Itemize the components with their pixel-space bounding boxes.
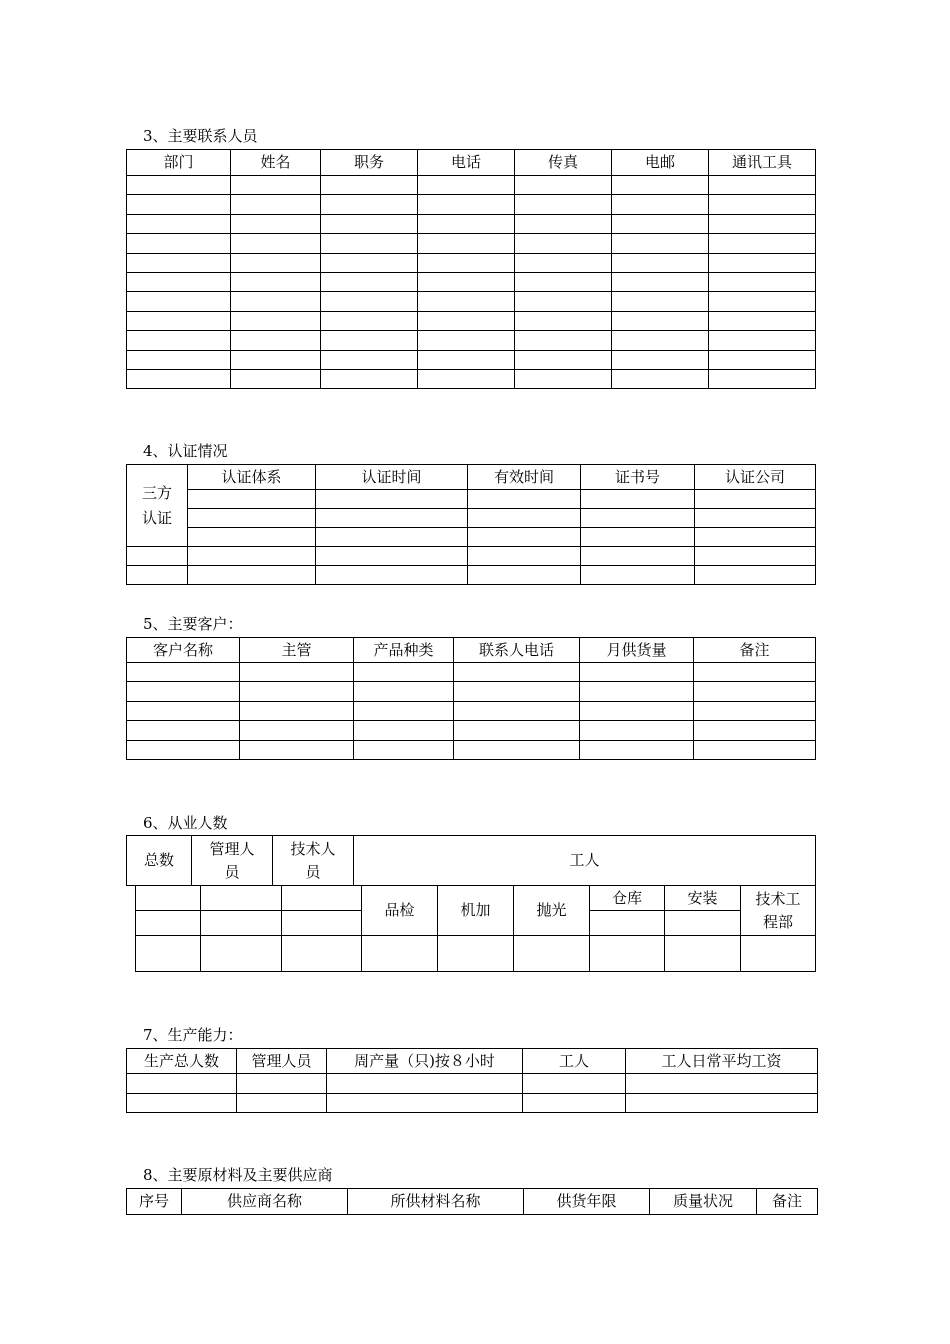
table-cell [231, 195, 321, 214]
engineering-label [741, 886, 816, 936]
table-cell [127, 176, 231, 195]
table-cell [515, 234, 612, 253]
col-header: 备注 [757, 1189, 818, 1215]
table-cell [695, 566, 816, 585]
table-cell [694, 701, 816, 720]
col-header: 产品种类 [354, 638, 454, 663]
table-cell [709, 311, 816, 330]
table-cell [127, 547, 188, 566]
table-cell [612, 272, 709, 291]
table-cell [694, 682, 816, 701]
table-cell [316, 509, 468, 528]
table-cell [188, 509, 316, 528]
table-cell [127, 195, 231, 214]
table-cell [418, 350, 515, 369]
col-header: 管理人员 [237, 1049, 327, 1074]
table-cell [515, 311, 612, 330]
certification-table [126, 464, 816, 585]
table-cell [709, 369, 816, 388]
qc-label: 品检 [362, 886, 438, 936]
table-cell [418, 331, 515, 350]
table-cell [136, 911, 201, 936]
table-cell [454, 721, 580, 740]
col-header: 序号 [127, 1189, 182, 1215]
side-label-line-2: 认证 [141, 508, 172, 527]
table-cell [418, 311, 515, 330]
table-cell [282, 911, 362, 936]
table-cell [418, 176, 515, 195]
table-cell [136, 886, 201, 911]
col-header: 所供材料名称 [348, 1189, 524, 1215]
table-cell [321, 253, 418, 272]
table-cell [240, 663, 354, 682]
table-cell [515, 369, 612, 388]
col-header: 联系人电话 [454, 638, 580, 663]
table-cell [354, 701, 454, 720]
table-cell [240, 721, 354, 740]
table-cell [237, 1074, 327, 1094]
management-line-1: 管理人 [209, 839, 255, 858]
table-cell [694, 721, 816, 740]
contacts-table [126, 149, 816, 389]
table-cell [709, 292, 816, 311]
table-cell [316, 566, 468, 585]
table-cell [515, 292, 612, 311]
table-cell [514, 936, 590, 972]
section-3-title: 3、主要联系人员 [143, 127, 258, 145]
table-cell [468, 566, 581, 585]
table-cell [127, 663, 240, 682]
side-label-line-1: 三方 [141, 483, 172, 502]
management-line-2: 员 [224, 862, 240, 881]
engineering-line-2: 程部 [762, 912, 793, 931]
table-cell [188, 566, 316, 585]
table-cell [590, 911, 665, 936]
col-header: 电话 [418, 150, 515, 176]
table-row [127, 176, 816, 195]
table-cell [327, 1093, 523, 1113]
table-cell [468, 547, 581, 566]
table-cell [515, 272, 612, 291]
col-header: 供应商名称 [182, 1189, 348, 1215]
table-cell [127, 1074, 237, 1094]
table-cell [695, 528, 816, 547]
table-cell [695, 547, 816, 566]
table-cell [231, 253, 321, 272]
table-cell [590, 936, 665, 972]
col-header: 姓名 [231, 150, 321, 176]
table-cell [362, 936, 438, 972]
table-cell [201, 936, 282, 972]
table-cell [231, 214, 321, 233]
col-header: 部门 [127, 150, 231, 176]
table-cell [454, 701, 580, 720]
table-cell [127, 311, 231, 330]
table-cell [581, 566, 695, 585]
table-cell [418, 272, 515, 291]
table-cell [612, 350, 709, 369]
capacity-table [126, 1048, 818, 1113]
table-cell [418, 369, 515, 388]
table-cell [231, 176, 321, 195]
table-cell [354, 721, 454, 740]
col-header: 月供货量 [580, 638, 694, 663]
table-cell [418, 253, 515, 272]
table-cell [580, 721, 694, 740]
col-header: 传真 [515, 150, 612, 176]
col-header: 质量状况 [650, 1189, 757, 1215]
table-cell [709, 253, 816, 272]
table-row [127, 663, 816, 682]
table-cell [127, 350, 231, 369]
customers-table [126, 637, 816, 760]
col-header: 主管 [240, 638, 354, 663]
table-cell [515, 253, 612, 272]
table-cell [580, 663, 694, 682]
section-7-title: 7、生产能力： [143, 1026, 243, 1044]
table-cell [316, 547, 468, 566]
table-cell [240, 682, 354, 701]
table-cell [136, 936, 201, 972]
table-cell [127, 214, 231, 233]
section-4-title: 4、认证情况 [143, 442, 228, 460]
section-6-title: 6、从业人数 [143, 814, 228, 832]
table-row [127, 234, 816, 253]
install-label: 安装 [665, 886, 741, 911]
col-header: 职务 [321, 150, 418, 176]
table-cell [231, 369, 321, 388]
table-cell [240, 740, 354, 759]
table-cell [581, 490, 695, 509]
table-row [127, 682, 816, 701]
table-cell [321, 234, 418, 253]
customers-body [127, 663, 816, 760]
table-cell [454, 682, 580, 701]
table-cell [454, 663, 580, 682]
table-row [127, 331, 816, 350]
table-cell [709, 176, 816, 195]
table-cell [321, 272, 418, 291]
section-8-title: 8、主要原材料及主要供应商 [143, 1166, 333, 1184]
table-cell [321, 369, 418, 388]
table-cell [694, 663, 816, 682]
table-row [127, 272, 816, 291]
table-cell [454, 740, 580, 759]
table-cell [231, 350, 321, 369]
table-cell [127, 331, 231, 350]
col-header: 生产总人数 [127, 1049, 237, 1074]
table-cell [612, 331, 709, 350]
col-header: 供货年限 [524, 1189, 650, 1215]
table-cell [741, 936, 816, 972]
table-cell [282, 936, 362, 972]
table-cell [515, 176, 612, 195]
table-cell [709, 350, 816, 369]
col-header: 工人 [523, 1049, 626, 1074]
table-cell [418, 292, 515, 311]
table-cell [321, 176, 418, 195]
technical-line-2: 员 [305, 862, 321, 881]
table-cell [580, 740, 694, 759]
table-cell [612, 292, 709, 311]
table-cell [438, 936, 514, 972]
table-cell [612, 195, 709, 214]
table-cell [127, 1093, 237, 1113]
table-cell [709, 195, 816, 214]
col-header: 通讯工具 [709, 150, 816, 176]
table-cell [127, 721, 240, 740]
third-party-cert-label [127, 465, 188, 547]
table-cell [127, 369, 231, 388]
table-row [127, 214, 816, 233]
table-cell [709, 214, 816, 233]
table-cell [523, 1093, 626, 1113]
col-header: 证书号 [581, 465, 695, 490]
table-row [127, 701, 816, 720]
table-cell [515, 195, 612, 214]
table-cell [327, 1074, 523, 1094]
table-cell [612, 253, 709, 272]
table-cell [515, 331, 612, 350]
table-cell [321, 292, 418, 311]
table-cell [580, 682, 694, 701]
table-row [127, 721, 816, 740]
col-header: 有效时间 [468, 465, 581, 490]
table-cell [468, 490, 581, 509]
table-row [127, 292, 816, 311]
workers-label: 工人 [354, 836, 816, 886]
col-header: 工人日常平均工资 [626, 1049, 818, 1074]
table-cell [515, 350, 612, 369]
capacity-body [127, 1074, 818, 1113]
table-cell [581, 547, 695, 566]
table-row [127, 350, 816, 369]
table-cell [231, 234, 321, 253]
warehouse-label: 仓库 [590, 886, 665, 911]
table-cell [231, 292, 321, 311]
table-cell [418, 195, 515, 214]
table-cell [581, 509, 695, 528]
table-cell [709, 331, 816, 350]
table-cell [188, 547, 316, 566]
col-header: 认证公司 [695, 465, 816, 490]
table-row [127, 1074, 818, 1094]
table-cell [240, 701, 354, 720]
contacts-body [127, 176, 816, 389]
table-cell [127, 292, 231, 311]
table-cell [626, 1093, 818, 1113]
table-cell [231, 331, 321, 350]
polishing-label: 抛光 [514, 886, 590, 936]
table-cell [321, 311, 418, 330]
col-header: 认证体系 [188, 465, 316, 490]
table-cell [316, 528, 468, 547]
table-cell [127, 272, 231, 291]
table-cell [127, 682, 240, 701]
table-cell [354, 663, 454, 682]
table-row [127, 1093, 818, 1113]
table-row [127, 311, 816, 330]
table-cell [665, 936, 741, 972]
table-cell [321, 214, 418, 233]
table-cell [418, 214, 515, 233]
engineering-line-1: 技术工 [755, 889, 801, 908]
table-cell [127, 701, 240, 720]
table-cell [201, 886, 282, 911]
table-cell [354, 740, 454, 759]
table-cell [612, 311, 709, 330]
table-cell [694, 740, 816, 759]
table-cell [321, 350, 418, 369]
col-header: 备注 [694, 638, 816, 663]
col-header: 认证时间 [316, 465, 468, 490]
table-cell [237, 1093, 327, 1113]
table-cell [468, 509, 581, 528]
table-cell [665, 911, 741, 936]
table-cell [418, 234, 515, 253]
table-cell [612, 214, 709, 233]
table-cell [321, 195, 418, 214]
table-row [127, 253, 816, 272]
section-5-title: 5、主要客户： [143, 615, 243, 633]
management-label [192, 836, 273, 886]
table-cell [580, 701, 694, 720]
technical-label [273, 836, 354, 886]
table-cell [709, 272, 816, 291]
table-cell [321, 331, 418, 350]
employees-detail-table [135, 885, 816, 972]
table-cell [695, 509, 816, 528]
table-cell [231, 272, 321, 291]
total-label: 总数 [127, 836, 192, 886]
table-cell [523, 1074, 626, 1094]
machining-label: 机加 [438, 886, 514, 936]
table-row [127, 740, 816, 759]
table-cell [188, 490, 316, 509]
table-row [127, 195, 816, 214]
table-cell [354, 682, 454, 701]
table-cell [316, 490, 468, 509]
table-cell [612, 369, 709, 388]
employees-header-table [126, 835, 816, 886]
table-cell [127, 253, 231, 272]
col-header: 周产量（只)按８小时 [327, 1049, 523, 1074]
table-cell [282, 886, 362, 911]
table-cell [231, 311, 321, 330]
table-row [127, 369, 816, 388]
table-cell [612, 234, 709, 253]
table-cell [468, 528, 581, 547]
table-cell [515, 214, 612, 233]
table-cell [581, 528, 695, 547]
table-cell [188, 528, 316, 547]
table-cell [626, 1074, 818, 1094]
suppliers-table [126, 1188, 818, 1215]
table-cell [709, 234, 816, 253]
table-cell [201, 911, 282, 936]
col-header: 客户名称 [127, 638, 240, 663]
technical-line-1: 技术人 [290, 839, 336, 858]
table-cell [127, 740, 240, 759]
table-cell [695, 490, 816, 509]
col-header: 电邮 [612, 150, 709, 176]
table-cell [127, 234, 231, 253]
table-cell [127, 566, 188, 585]
table-cell [612, 176, 709, 195]
